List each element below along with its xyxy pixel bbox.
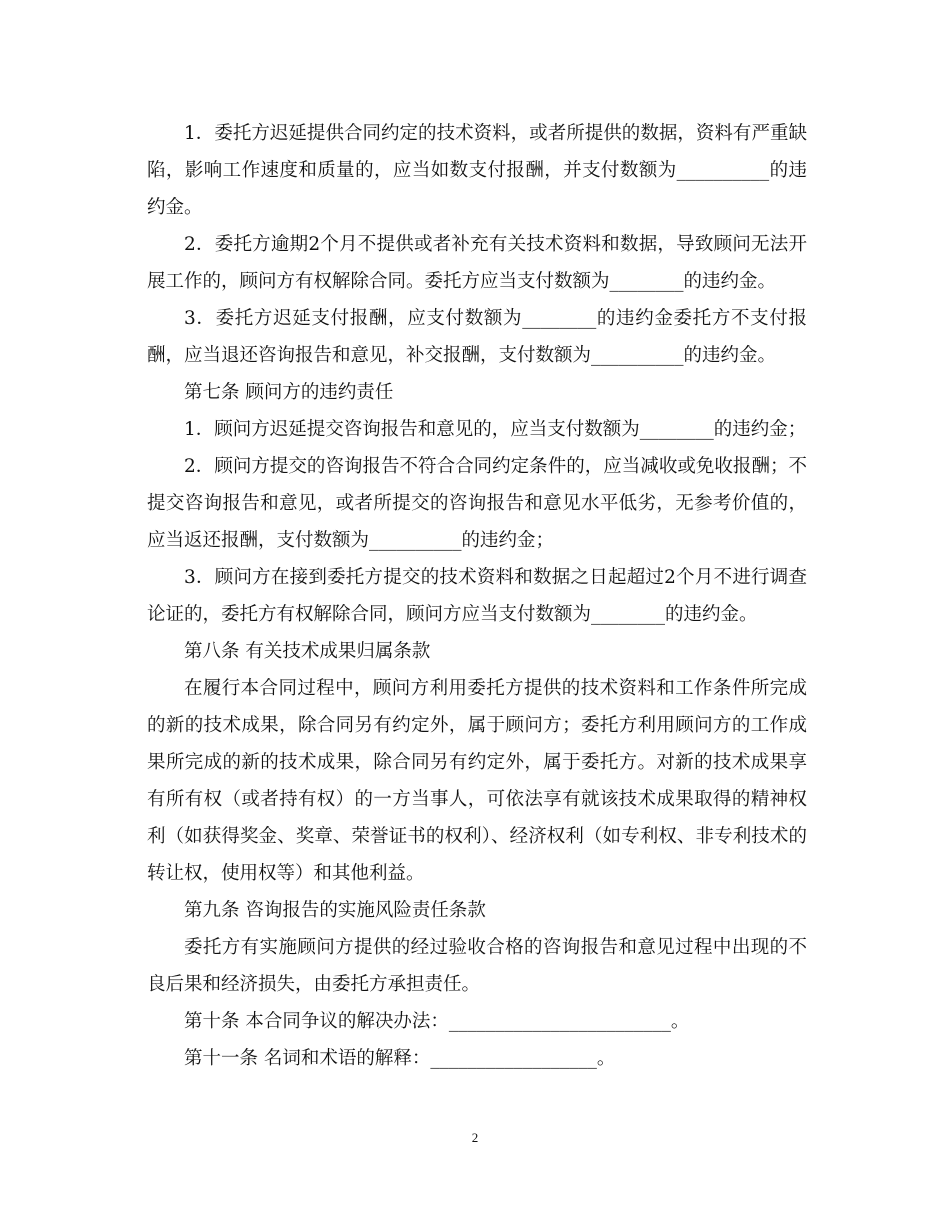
clause-7-item-1: 1．顾问方迟延提交咨询报告和意见的，应当支付数额为________的违约金；: [184, 419, 807, 440]
clause-6-item-3: 3．委托方迟延支付报酬，应支付数额为________的违约金委托方不支付报酬，应当退还咨询报告和意见，补交报酬，支付数额为__________的违约金。: [147, 308, 807, 366]
clause-6-item-1: 1．委托方迟延提供合同约定的技术资料，或者所提供的数据，资料有严重缺陷，影响工作速度和质量的，应当如数支付报酬，并支付数额为__________的违约金。: [147, 123, 807, 218]
clause-6-item-2: 2．委托方逾期2个月不提供或者补充有关技术资料和数据，导致顾问无法开展工作的，顾问方有权解除合同。委托方应当支付数额为________的违约金。: [147, 234, 807, 292]
clause-9-body: 委托方有实施顾问方提供的经过验收合格的咨询报告和意见过程中出现的不良后果和经济损失，由委托方承担责任。: [147, 937, 807, 995]
page-number: 2: [471, 1130, 479, 1145]
clause-7-item-3: 3．顾问方在接到委托方提交的技术资料和数据之日起超过2个月不进行调查论证的，委托方有权解除合同，顾问方应当支付数额为________的违约金。: [147, 567, 807, 625]
clause-8-body: 在履行本合同过程中，顾问方利用委托方提供的技术资料和工作条件所完成的新的技术成果，除合同另有约定外，属于顾问方；委托方利用顾问方的工作成果所完成的新的技术成果，除合同另有约定外，属于委托方。对新的技术成果享有所有权（或者持有权）的一方当事人，可依法享有就该技术成果取得的精神权利（如获得奖金、奖章、荣誉证书的权利）、经济权利（如专利权、非专利技术的转让权，使用权等）和其他利益。: [147, 678, 807, 884]
document-body: [147, 115, 807, 1077]
clause-7-heading: 第七条 顾问方的违约责任: [184, 382, 394, 403]
clause-11: 第十一条 名词和术语的解释：__________________。: [184, 1048, 616, 1069]
clause-10: 第十条 本合同争议的解决办法：________________________。: [184, 1011, 690, 1032]
clause-8-heading: 第八条 有关技术成果归属条款: [184, 641, 431, 662]
clause-9-heading: 第九条 咨询报告的实施风险责任条款: [184, 900, 486, 921]
clause-7-item-2: 2．顾问方提交的咨询报告不符合合同约定条件的，应当减收或免收报酬；不提交咨询报告和意见，或者所提交的咨询报告和意见水平低劣，无参考价值的，应当返还报酬，支付数额为__________的违约金；: [147, 456, 807, 551]
